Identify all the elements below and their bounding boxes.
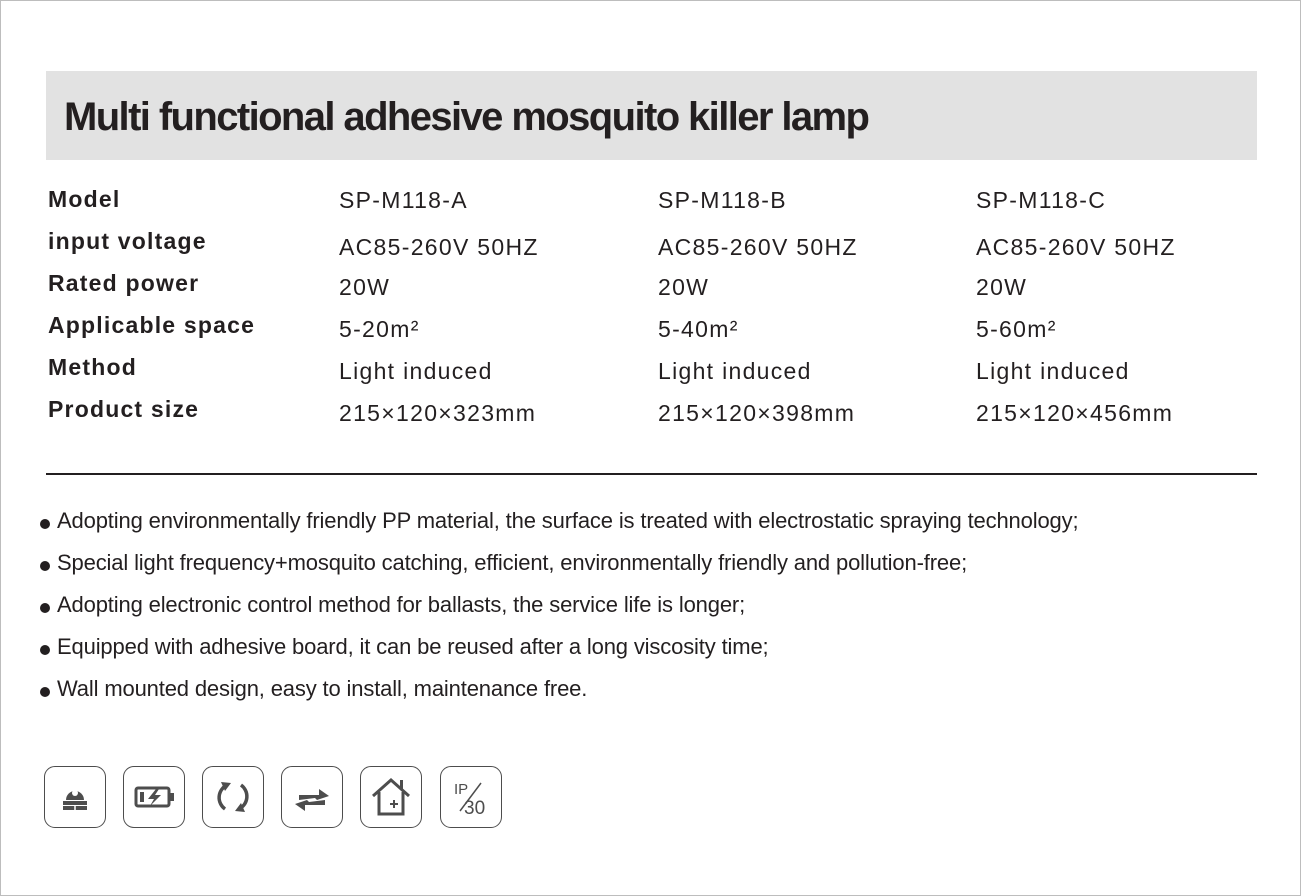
feature-text: Equipped with adhesive board, it can be reused after a long viscosity time; [57,634,769,659]
title-bar [46,71,1257,160]
spec-value: 5-60m² [976,316,1057,342]
ip-label: IP [454,781,469,798]
spec-value: 5-20m² [339,316,420,342]
spec-value: 5-40m² [658,316,739,342]
lamp-icon [44,766,106,828]
bullet-icon [40,519,50,529]
list-item [40,550,1078,592]
list-item [40,592,1078,634]
feature-text: Special light frequency+mosquito catching, efficient, environmentally friendly and pollution-free; [57,550,968,575]
bullet-icon [40,687,50,697]
spec-label: Method [48,354,137,380]
spec-value: Light induced [658,358,812,384]
list-item [40,676,1078,718]
exchange-arrows-icon [281,766,343,828]
spec-value: 20W [976,274,1028,300]
feature-text: Adopting environmentally friendly PP material, the surface is treated with electrostatic spraying technology; [57,508,1079,533]
spec-value: 215×120×398mm [658,400,856,426]
spec-value: AC85-260V 50HZ [976,234,1176,260]
bullet-icon [40,603,50,613]
spec-value: SP-M118-B [658,187,787,213]
divider [46,473,1257,475]
spec-value: 215×120×323mm [339,400,537,426]
feature-list [40,508,1078,718]
list-item [40,508,1078,550]
feature-text: Adopting electronic control method for ballasts, the service life is longer; [57,592,746,617]
spec-value: AC85-260V 50HZ [339,234,539,260]
spec-label: Model [48,186,121,212]
spec-label: Applicable space [48,312,256,338]
page-title: Multi functional adhesive mosquito killer lamp [64,95,869,139]
bullet-icon [40,645,50,655]
spec-value: SP-M118-C [976,187,1107,213]
spec-label: input voltage [48,228,207,254]
battery-charge-icon [123,766,185,828]
spec-value: 20W [339,274,391,300]
spec-value: 20W [658,274,710,300]
spec-value: 215×120×456mm [976,400,1174,426]
wall-mount-house-icon [360,766,422,828]
ip-rating-value: 30 [464,798,486,819]
spec-value: Light induced [339,358,493,384]
spec-value: AC85-260V 50HZ [658,234,858,260]
list-item [40,634,1078,676]
spec-value: Light induced [976,358,1130,384]
spec-label: Product size [48,396,200,422]
feature-text: Wall mounted design, easy to install, maintenance free. [57,676,588,701]
recycle-icon [202,766,264,828]
ip30-rating-icon [440,766,502,828]
bullet-icon [40,561,50,571]
spec-label: Rated power [48,270,200,296]
spec-value: SP-M118-A [339,187,468,213]
